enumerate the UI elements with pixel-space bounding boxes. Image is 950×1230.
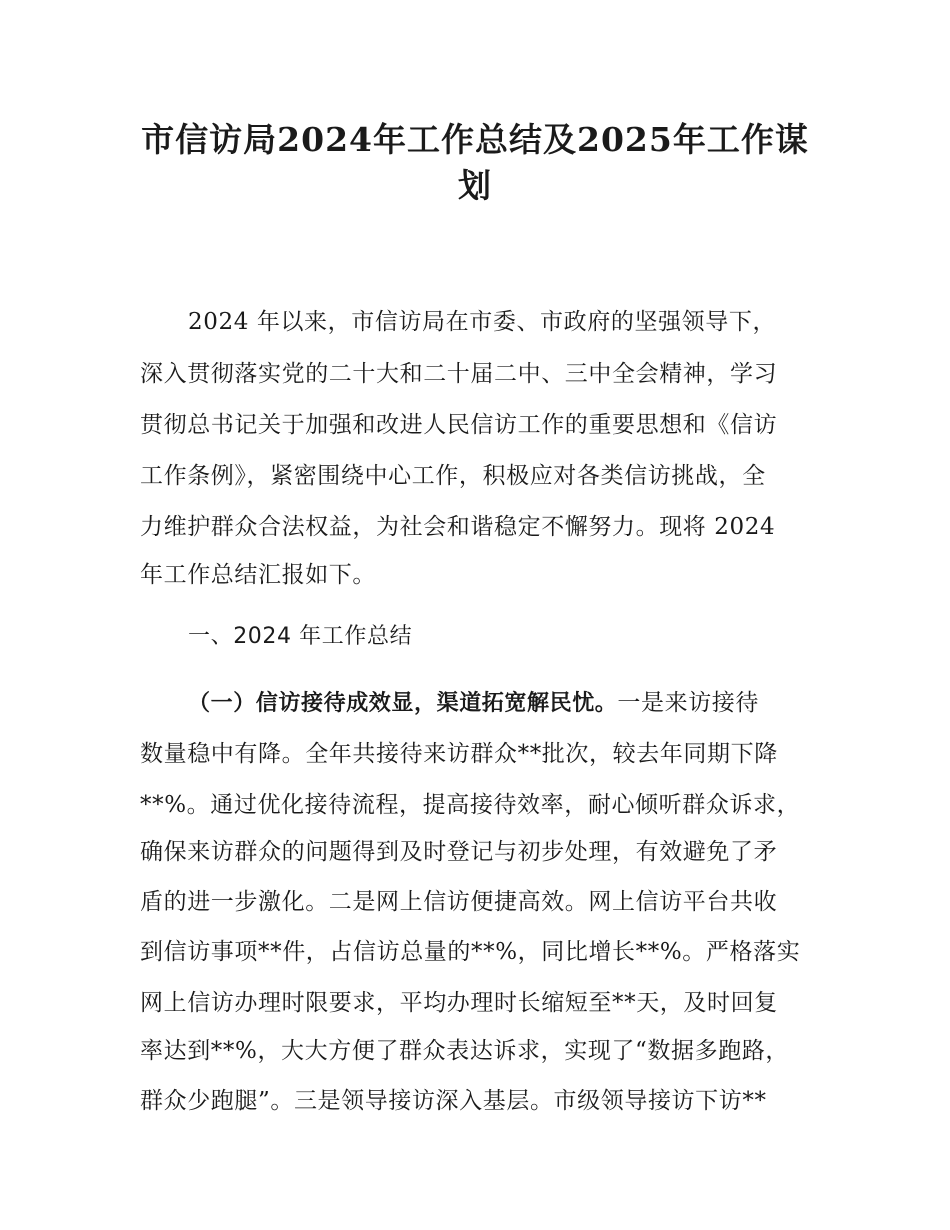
subsection-first-line (188, 683, 868, 723)
body-line: **%。通过优化接待流程，提高接待效率，耐心倾听群众诉求， (140, 792, 801, 818)
body-line: 群众少跑腿”。三是领导接访深入基层。市级领导接访下访** (140, 1088, 767, 1114)
section-heading: 一、2024 年工作总结 (188, 624, 413, 649)
intro-line: 力维护群众合法权益，为社会和谐稳定不懈努力。现将 2024 (140, 514, 776, 540)
subsection-text: 一是来访接待 (617, 690, 760, 716)
body-line: 确保来访群众的问题得到及时登记与初步处理，有效避免了矛 (140, 839, 778, 865)
body-line: 数量稳中有降。全年共接待来访群众**批次，较去年同期下降 (140, 741, 778, 767)
intro-line: 深入贯彻落实党的二十大和二十届二中、三中全会精神，学习 (140, 361, 778, 387)
document-title: 市信访局2024年工作总结及2025年工作谋 (141, 120, 809, 159)
intro-line: 工作条例》，紧密围绕中心工作，积极应对各类信访挑战，全 (140, 463, 766, 489)
document-title-continuation: 划 (458, 166, 492, 205)
subsection-heading: （一）信访接待成效显，渠道拓宽解民忧。 (188, 691, 618, 716)
intro-line: 年工作总结汇报如下。 (140, 562, 376, 588)
body-line: 网上信访办理时限要求，平均办理时长缩短至**天，及时回复 (140, 990, 778, 1016)
body-line: 到信访事项**件，占信访总量的**%，同比增长**%。严格落实 (140, 939, 801, 965)
body-line: 盾的进一步激化。二是网上信访便捷高效。网上信访平台共收 (140, 889, 778, 915)
intro-line: 2024 年以来，市信访局在市委、市政府的坚强领导下， (188, 309, 777, 335)
intro-line: 贯彻总书记关于加强和改进人民信访工作的重要思想和《信访 (140, 412, 778, 438)
body-line: 率达到**%，大大方便了群众表达诉求，实现了“数据多跑路， (140, 1038, 790, 1064)
